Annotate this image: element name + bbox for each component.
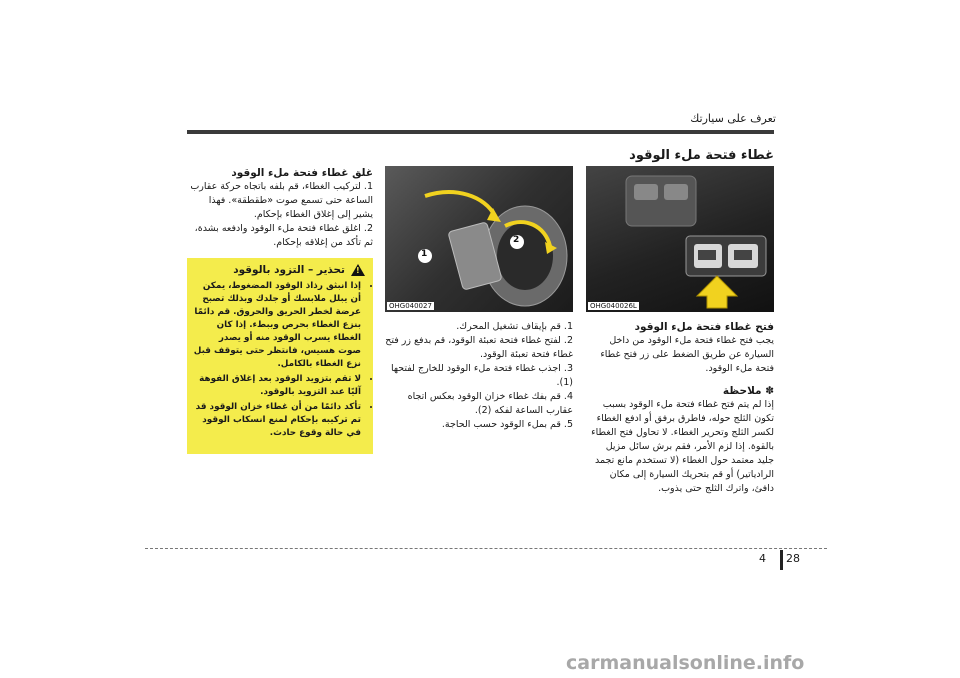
close-step-1: 1. لتركيب الغطاء، قم بلفه باتجاه حركة عقارب الساعة حتى تسمع صوت «طقطقة». فهذا يشير إلى إغلاق الغطاء بإحكام. xyxy=(190,181,373,220)
fuel-cap-photo xyxy=(385,166,573,312)
watermark: carmanualsonline.info xyxy=(566,652,805,674)
fuel-door-button-photo xyxy=(586,166,774,312)
step-4: 4. قم بفك غطاء خزان الوقود بعكس اتجاه عقارب الساعة لفكه (2). xyxy=(407,391,573,416)
close-step-2: 2. اغلق غطاء فتحة ملء الوقود وادفعه بشدة، ثم تأكد من إغلاقه بإحكام. xyxy=(194,223,373,248)
note-title: ✽ ملاحظة xyxy=(722,385,774,397)
fuel-cap-illustration xyxy=(385,166,573,312)
subhead-close: غلق غطاء فتحة ملء الوقود xyxy=(231,167,373,179)
page-number: 28 xyxy=(786,552,800,565)
dashboard-illustration xyxy=(586,166,774,312)
caution-bullet: • تأكد دائمًا من أن غطاء خزان الوقود قد تم تركيبه بإحكام لمنع انسكاب الوقود في حالة وقوع حادث. xyxy=(193,401,361,440)
photo-code: OHG040026L xyxy=(590,302,637,310)
subhead-open: فتح غطاء فتحة ملء الوقود xyxy=(634,321,774,333)
caution-title: تحذير – التزود بالوقود xyxy=(233,264,345,276)
step-2: 2. لفتح غطاء فتحة تعبئة الوقود، قم بدفع زر فتح غطاء فتحة تعبئة الوقود. xyxy=(385,335,573,360)
footer-divider xyxy=(780,550,783,570)
middle-column xyxy=(385,320,573,432)
step-5: 5. قم بملء الوقود حسب الحاجة. xyxy=(441,419,573,430)
step-3: 3. اجذب غطاء فتحة ملء الوقود للخارج لفتحها (1). xyxy=(390,363,573,388)
caution-list xyxy=(187,280,373,440)
header-rule xyxy=(187,130,774,134)
open-paragraph: يجب فتح غطاء فتحة ملء الوقود من داخل السيارة عن طريق الضغط على زر فتح غطاء فتحة ملء الوقود. xyxy=(600,335,774,374)
caution-box xyxy=(187,258,373,454)
left-column xyxy=(187,166,373,250)
photo-code: OHG040027 xyxy=(389,302,432,310)
callout-1: 1 xyxy=(421,249,428,259)
right-column xyxy=(586,320,774,496)
section-title: غطاء فتحة ملء الوقود xyxy=(629,148,774,163)
callout-2: 2 xyxy=(513,235,520,245)
warning-icon: ! xyxy=(351,264,365,276)
chapter-number: 4 xyxy=(759,552,766,565)
note-text: إذا لم يتم فتح غطاء فتحة ملء الوقود بسبب تكون الثلج حوله، فاطرق برفق أو ادفع الغطاء لكسر الثلج وتحرير الغطاء. لا تحاول فتح الغطاء بالقوة. إذا لزم الأمر، فقم برش سائل مزيل جليد معتمد حول الغطاء (لا تستخدم مانع تجمد الرادياتير) أو قم بتحريك السيارة إلى مكان دافئ، واترك الثلج حتى يذوب. xyxy=(591,399,774,494)
footer-rule xyxy=(145,548,827,549)
step-1: 1. قم بإيقاف تشغيل المحرك. xyxy=(456,321,573,332)
caution-bullet: • لا تقم بتزويد الوقود بعد إغلاق الفوهة آليًا عند التزويد بالوقود. xyxy=(193,373,361,399)
caution-bullet: • إذا انبثق رذاذ الوقود المضغوط، يمكن أن يبلل ملابسك أو جلدك وبذلك تصبح عرضة لخطر الحريق والحروق. قم دائمًا بنزع الغطاء بحرص وببطء. إذا كان الغطاء يسرب الوقود منه أو يصدر صوت هسيس، فانتظر حتى يتوقف قبل نزع الغطاء بالكامل. xyxy=(193,280,361,371)
header-title: تعرف على سيارتك xyxy=(690,112,776,125)
